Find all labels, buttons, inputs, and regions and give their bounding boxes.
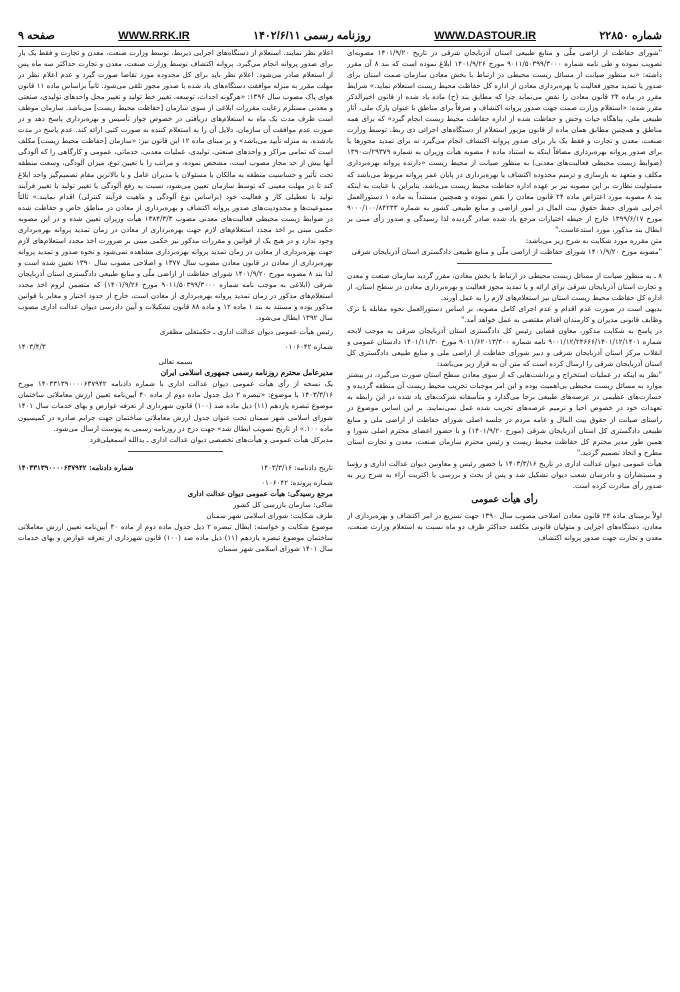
verdict-continuation: اعلام نظر نمایند. استعلام از دستگاه‌های اجرایی ذیربط، توسط وزارت صنعت، معدن و تجارت و فقط یک بار برای صدور پروانه انجام می‌گیرد. پروانه اکتشاف توسط وزارت صنعت، معدن و تجارت حداکثر سه ماه پس از استعلام صادر می‌شود. اعلام نظر باید برای کل محدوده مورد تقاضا صورت گیرد و عدم اعلام نظر در مهلت مقرر به منزله موافقت دستگاه‌های یاد شده با صدور مجوز تلقی می‌شود. ثانیاً براساس ماده ۱۱ قانون هوای پاک مصوب سال ۱۳۹۶: «هرگونه احداث، توسعه، تغییر خط تولید و تغییر محل واحدهای تولیدی، صنعتی و معدنی مستلزم رعایت مقررات ابلاغی از سوی سازمان [حفاظت محیط زیست] می‌باشد. سازمان موظف است ظرف مدت یک ماه به استعلام‌های دریافتی در خصوص جواز تأسیس و بهره‌برداری پاسخ دهد و در صورت عدم موافقت آن سازمان، دلایل آن را به استعلام کننده به صورت کتبی ارائه کند. عدم پاسخ در مدت یادشده، به منزله تأیید می‌باشد» و بر مبنای ماده ۱۲ این قانون نیز: «سازمان [حفاظت محیط زیست] مکلف است که تمامی مراکز و واحدهای صنعتی، تولیدی، عملیات معدنی، خدماتی، عمومی و کارگاهی را که آلودگی آنها بیش از حد مجاز مصوب است، مشخص نموده، و مراتب را با تعیین نوع، میزان آلودگی، وسعت منطقه تحت تأثیر و حساسیت منطقه به مالکان یا مسئولان یا مدیران عامل و یا بالاترین مقام تصمیم‌گیر واحد ابلاغ کند تا در مهلت معینی که توسط سازمان تعیین می‌شود، نسبت به رفع آلودگی یا تغییر تولید یا تغییر فرآیند تولید یا تعطیلی کار و فعالیت خود (براساس نوع آلودگی و ماهیت فرآیند کنترلی) اقدام نمایند.» ثالثاً ممنوعیت‌ها و محدودیت‌های صدور پروانه اکتشاف و بهره‌برداری از معادن در مناطق خاص و حفاظت شده در ضوابط زیست محیطی فعالیت‌های معدنی مصوب ۱۳۸۴/۳/۳ هیأت وزیران تعیین شده و در این مصوبه حکمی مبنی بر اخذ مجدد استعلام‌های لازم جهت بهره‌برداری از معادن در زمان تمدید پروانه بهره‌برداری وجود ندارد و در هیچ یک از قوانین و مقررات مذکور نیز حکمی مبنی بر ضرورت اخذ مجدد استعلام‌های لازم جهت بهره‌برداری از معادن در زمان تمدید پروانه بهره‌برداری مشاهده نمی‌شود و نحوه صدور و تمدید پروانه بهره‌برداری از معادن در قانون معادن مصوب سال ۱۳۷۷ و اصلاحی مصوب سال ۱۳۹۰ تعیین شده است و لذا بند ۸ مصوبه مورخ ۱۴۰۱/۹/۲۰ شورای حفاظت از اراضی ملّی و منابع طبیعی دادگستری استان آذربایجان شرقی (ابلاغی به موجب نامه شماره ۹۰۱۱/۵۰۳۹۹/۳۰۰۰ مورخ ۱۴۰۱/۹/۲۶) که متضمن لزوم اخذ مجدد استعلام‌های مذکور در زمان تمدید پروانه بهره‌برداری از معادن است، خارج از حدود اختیار و مغایر با قوانین مذکور بوده و مستند به بند ۱ ماده ۱۲ و ماده ۸۸ قانون تشکیلات و آیین دادرسی دیوان عدالت اداری مصوب سال ۱۳۹۲ ابطال می‌شود. [18,48,333,323]
defendant: طرف شکایت: شورای اسلامی شهر سمنان [206,510,333,520]
case-number: شماره پرونده: ۰۱۰۶۰۴۲ [261,477,333,487]
complaint-text: "شورای حفاظت از اراضی ملّی و منابع طبیعی استان آذربایجان شرقی در تاریخ ۱۴۰۱/۹/۲۰ مصوبه‌ای تصویب نموده و طی نامه شماره ۹۰۱۱/۵۰۳۹۹/۳۰۰۰ مورخ ۱۴۰۱/۹/۲۶ ابلاغ نموده است که بند ۸ آن مقرر داشته: «به منظور صیانت از مسائل زیست محیطی در ارتباط با بخش معادن سازمان صمت استان برای صدور یا تمدید مجوز فعالیت یا بهره‌برداری معادن از اداره کل حفاظت محیط زیست استعلام نماید.» شرایط مقرر در ماده ۲۴ قانون معادن را نقض می‌نماید چرا که مطابق بند (ح) ماده یاد شده از قانون اخیرالذکر مقرر شده: «استعلام وزارت صمت جهت صدور پروانه اکتشاف و صرفاً برای مناطق با عنوان پارک ملی، آثار طبیعی ملی، پناهگاه حیات وحش و حفاظت شده از اداره حفاظت محیط زیست انجام گیرد» که برای همه مناطق و همچنین مطابق همان ماده از قانون مزبور استعلام از دستگاه‌های اجرائی ذی ربط، توسط وزارت صنعت، معدن و تجارت و فقط یک بار برای صدور پروانه اکتشاف انجام می‌گیرد نه برای تمدید مجوزها یا برای صدور پروانه بهره‌برداری مضافاً اینکه به استناد ماده ۶ مصوبه هیأت وزیران به شماره ۲۹۳۷۹/ت۱۳۹۰ (ضوابط زیست محیطی فعالیت‌های معدنی) به منظور صیانت از محیط زیست «دارنده پروانه بهره‌برداری مکلف و متعهد به بازسازی و ترمیم محدوده اکتشاف یا بهره‌برداری در پایان عمر پروانه مربوط می‌باشد که مسئولیت نظارت بر این مصوبه نیز بر عهده اداره حفاظت محیط زیست می‌باشد. بنابراین با عنایت به اینکه بند ۸ مصوبه مورد اعتراض ماده ۲۴ قانون معادن را نقض نموده و همچنین مستنداً به ماده ۱ دستورالعمل اجرایی شورای حفظ حقوق بیت المال در امور اراضی و منابع طبیعی کشور به شماره ۹۰۰۰/۱۰۰/۸۴۲۳۳ مورخ ۱۳۹۹/۶/۱۷ خارج از حیطه اختیارات مرجع یاد شده صادر گردیده لذا رسیدگی و صدور رأی مبنی بر ابطال بند مذکور، مورد استدعاست." [347,48,662,234]
verdict-number: شماره دادنامه: ۱۴۰۳۳۱۳۹۰۰۰۰۶۳۷۹۴۲ [18,462,134,472]
regulation-clause-8: ۸ ـ به منظور صیانت از مسائل زیست محیطی در ارتباط با بخش معادن، مقرر گردید سازمان صنعت و معدن و تجارت استان آذربایجان شرقی برای ارائه و یا تمدید مجوز فعالیت و بهره‌برداری معادن در سطح استان، از اداره کل حفاظت محیط زیست استان نیز استعلام‌های لازم را به عمل آورند. [347,270,662,302]
page-header [18,0,662,47]
divider [457,263,552,264]
addressee: مدیرعامل محترم روزنامه رسمی جمهوری اسلامی ایران [160,368,333,378]
right-column [347,47,662,987]
case-details [18,462,333,554]
session-text: هیأت عمومی دیوان عدالت اداری در تاریخ ۱۴۰۳/۳/۱۶ با حضور رئیس و معاونین دیوان عدالت اداری و رؤسا و مستشاران و دادرسان شعب دیوان تشکیل شد و پس از بحث و بررسی با اکثریت آراء به شرح زیر به صدور رأی مبادرت کرده است. [347,458,662,490]
signature-director: مدیرکل هیأت عمومی و هیأت‌های تخصصی دیوان عدالت اداری ـ یدالله اسمعیلی‌فرد [89,434,333,444]
verdict-text: اولاً برمبنای ماده ۲۴ قانون معادن اصلاحی مصوب سال ۱۳۹۰ جهت تسریع در امر اکتشاف و بهره‌برداری از معادن، دستگاه‌های اجرایی و متولیان قانونی مکلفند حداکثر ظرف دو ماه نسبت به استعلام وزارت صنعت، معدن و تجارت جهت صدور پروانه اکتشاف [347,510,662,542]
divider-2 [128,451,223,452]
letter-meta [18,341,333,352]
regulation-title: "مصوبه مورخ ۱۴۰۱/۹/۲۰ شورای حفاظت از اراضی ملّی و منابع طبیعی دادگستری استان آذربایجان شرقی [351,246,662,256]
regulation-note: بدیهی است در صورت عدم اقدام و عدم اجرای کامل مصوبه، بر اساس دستورالعمل نحوه مقابله با ترک وظایف قانونی مدیران و کارمندان اقدام مقتضی به عمل خواهد آمد." [347,304,662,325]
response-intro: در پاسخ به شکایت مذکور، معاون قضایی رئیس کل دادگستری استان آذربایجان شرقی به موجب لایحه شماره ۹۰۰۱/۱۲/۲۴۶۶۶/۱۴۰۱/۱۲/۱۴۰۱ نامه شماره ۹۰۱۱/۶۲۰۱۳/۳۰۰ مورخ ۱۴۰۱/۱۱/۳۰ دادستان عمومی و انقلاب مرکز استان آذربایجان شرقی و دبیر شورای حفاظت از اراضی ملی و منابع طبیعی دادگستری کل استان آذربایجان شرقی را ارسال کرده است که متن آن به قرار زیر می‌باشد: [347,326,662,369]
response-text: "نظر به اینکه در عملیات استخراج و برداشت‌هایی که از سوی معادن سطح استان صورت می‌گیرد، در بیشتر موارد به مسائل زیست محیطی بی‌اهمیت بوده و این امر موجبات تخریب محیط زیست آن منطقه گردیده و خسارت‌های عظیمی در عرصه‌های طبیعی برجا می‌گذارد و متأسفانه شرکت‌های یاد شده در این رابطه به تعهدات خود در خصوص احیا و ترمیم عرصه‌های تخریب شده عمل نمی‌نمایند. بر این اساس موضوع در راستای صیانت از حقوق بیت المال و عامه مردم در جلسه اصلی شورای حفاظت از اراضی ملی و منابع طبیعی دادگستری کل استان آذربایجان شرقی (مورخ ۱۴۰۱/۹/۲۰) و با حضور اعضای محترم اصلی شورا و همین طور مدیر محترم کل حفاظت محیط زیست و رئیس محترم سازمان صنعت، معدن و تجارت استان مطرح و اتخاذ تصمیم گردید." [347,370,662,457]
newspaper-date: روزنامه رسمی ۱۴۰۲/۶/۱۱ [253,30,371,42]
regulation-intro: متن مقرره مورد شکایت به شرح زیر می‌باشد: [525,235,662,245]
verdict-heading: رأی هیأت عمومی [471,494,538,505]
bismillah: بسمه تعالی [158,357,193,367]
text-columns [18,47,662,987]
reviewing-authority: مرجع رسیدگی: هیأت عمومی دیوان عدالت اداری [187,488,333,498]
rrk-link[interactable]: WWW.RRK.IR [118,30,190,42]
dastour-link[interactable]: WWW.DASTOUR.IR [434,30,537,42]
letter-number: شماره ۰۱۰۶۰۴۲ [284,342,333,352]
letter-body: یک نسخه از رأی هیأت عمومی دیوان عدالت اداری با شماره دادنامه ۱۴۰۳۳۱۳۹۰۰۰۰۶۳۷۹۴۲ مورخ ۱۴۰۳/۳/۱۶ با موضوع: «تبصره ۲ ذیل جدول ماده دوم از ماده ۴۰ آیین‌نامه تعیین ارزش معاملاتی ساختمان موضوع تبصره یازدهم (۱۱) ذیل ماده صد (۱۰۰) قانون شهرداری از تعرفه عوارض و بهای خدمات سال ۱۴۰۱ شورای اسلامی شهر سمنان تحت عنوان جدول ارزش معاملاتی ساختمان جهت جرایم صادره در کمیسیون ماده ۱۰۰.» از تاریخ تصویب ابطال شد» جهت درج در روزنامه رسمی به پیوست ارسال می‌شود. [18,379,333,433]
complaint-subject: موضوع شکایت و خواسته: ابطال تبصره ۲ ذیل جدول ماده دوم از ماده ۴۰ آیین‌نامه تعیین ارزش معاملاتی ساختمان موضوع تبصره یازدهم (۱۱) ذیل ماده صد (۱۰۰) قانون شهرداری از تعرفه عوارض و بهای خدمات سال ۱۴۰۱ شورای اسلامی شهر سمنان [18,521,333,553]
issue-number: شماره ۲۲۸۵۰ [599,30,662,42]
left-column [18,47,333,987]
plaintiff: شاکی: سازمان بازرسی کل کشور [233,499,333,509]
signature-president: رئیس هیأت عمومی دیوان عدالت اداری ـ حکمتعلی مظفری [159,327,333,337]
case-date-row [18,462,333,473]
verdict-date: تاریخ دادنامه: ۱۴۰۳/۳/۱۶ [260,462,333,472]
letter-date: ۱۴۰۳/۴/۳ [18,342,46,352]
page-number: صفحه ۹ [18,30,55,42]
